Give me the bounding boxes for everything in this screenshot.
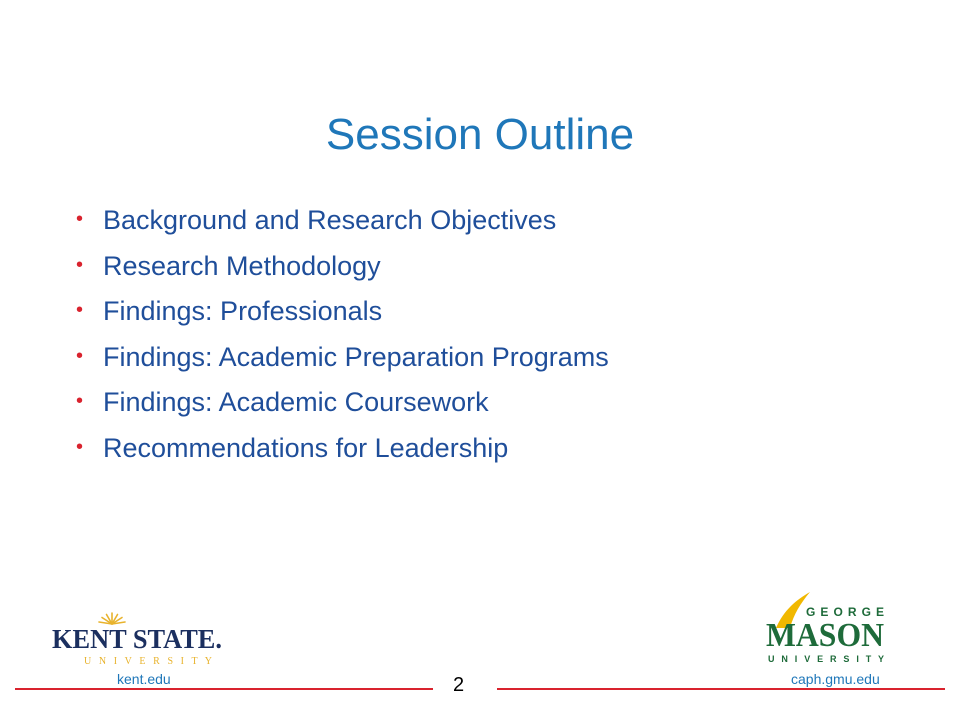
kent-logo-wordmark: KENT STATE. bbox=[52, 624, 222, 654]
list-item-text: Research Methodology bbox=[103, 250, 381, 281]
gmu-logo-subtext: U N I V E R S I T Y bbox=[768, 654, 884, 664]
outline-list bbox=[76, 205, 609, 478]
kent-url-link[interactable]: kent.edu bbox=[117, 671, 171, 687]
bullet-icon: • bbox=[76, 299, 84, 321]
bullet-icon: • bbox=[76, 390, 84, 412]
bullet-icon: • bbox=[76, 344, 84, 367]
gmu-url-link[interactable]: caph.gmu.edu bbox=[791, 671, 880, 687]
list-item bbox=[76, 342, 609, 388]
list-item-text: Findings: Academic Preparation Programs bbox=[103, 341, 609, 372]
kent-sunburst-icon bbox=[99, 613, 125, 624]
list-item-text: Findings: Professionals bbox=[103, 296, 383, 326]
footer-divider-right bbox=[497, 688, 945, 690]
gmu-logo-top: GEORGE bbox=[806, 605, 884, 619]
bullet-icon: • bbox=[76, 208, 84, 230]
kent-logo-subtext: U N I V E R S I T Y bbox=[84, 656, 212, 667]
list-item bbox=[76, 433, 609, 479]
list-item-text: Background and Research Objectives bbox=[103, 205, 557, 235]
bullet-icon: • bbox=[76, 253, 84, 276]
list-item bbox=[76, 387, 609, 433]
george-mason-logo bbox=[766, 588, 888, 668]
list-item bbox=[76, 296, 609, 342]
list-item bbox=[76, 205, 609, 251]
list-item bbox=[76, 251, 609, 297]
gmu-logo-wordmark: MASON bbox=[766, 617, 885, 654]
list-item-text: Recommendations for Leadership bbox=[103, 432, 509, 463]
bullet-icon: • bbox=[76, 435, 84, 458]
list-item-text: Findings: Academic Coursework bbox=[103, 387, 489, 417]
kent-state-logo bbox=[52, 610, 224, 668]
footer-divider-left bbox=[15, 688, 433, 690]
slide-title: Session Outline bbox=[325, 110, 635, 159]
page-number: 2 bbox=[453, 674, 465, 696]
